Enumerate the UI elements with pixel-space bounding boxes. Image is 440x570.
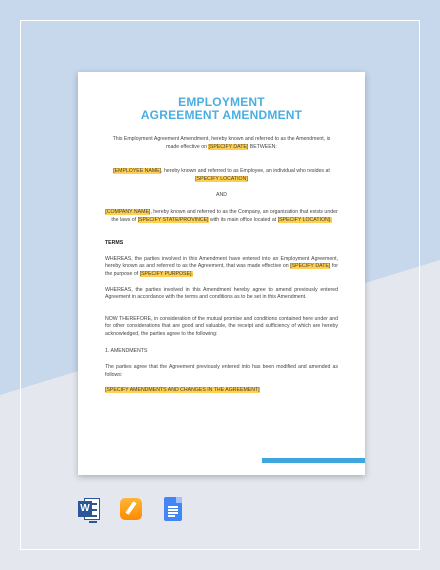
employee-paragraph: [EMPLOYEE NAME], hereby known and referred to as Employee, an individual who resides at [SPECIFY LOCATION] <box>113 168 330 182</box>
word-badge-label: W <box>78 501 92 517</box>
title-line-1: EMPLOYMENT <box>178 95 265 109</box>
now-therefore-paragraph: NOW THEREFORE, in consideration of the mutual promise and conditions contained here under and for other considerations that are good and valuable, the receipt and sufficiency of which are hereby acknowledged, the parties agree to the following: <box>105 315 338 337</box>
section-1-text: The parties agree that the Agreement previously entered into has been modified and amended as follows: <box>105 364 338 378</box>
footer-accent-bar <box>262 458 365 463</box>
placeholder-state: [SPECIFY STATE/PROVINCE] <box>137 216 209 223</box>
document-title <box>105 96 338 122</box>
document-preview <box>78 72 365 475</box>
whereas-paragraph-1: WHEREAS, the parties involved in this Amendment have entered into an Employment Agreement, hereby known as and referred to as the Agreement, that was made effective on [SPECIFY DATE] for the purpose of [SPECIFY PURPOSE]. <box>105 255 338 277</box>
placeholder-date: [SPECIFY DATE] <box>208 143 249 150</box>
placeholder-company-name: [COMPANY NAME] <box>105 208 151 215</box>
word-icon[interactable] <box>78 497 100 521</box>
placeholder-location: [SPECIFY LOCATION] <box>195 175 248 182</box>
placeholder-date-2: [SPECIFY DATE] <box>290 263 331 270</box>
title-line-2: AGREEMENT AMENDMENT <box>140 108 303 122</box>
google-docs-icon[interactable] <box>162 497 184 521</box>
placeholder-purpose: [SPECIFY PURPOSE]. <box>139 270 193 277</box>
section-1-heading: 1. AMENDMENTS <box>105 347 148 354</box>
terms-heading: TERMS <box>105 240 124 247</box>
section-1-placeholder-line <box>105 387 338 395</box>
whereas-paragraph-2: WHEREAS, the parties involved in this Amendment hereby agree to amend previously entered Agreement in accordance with the terms and conditions as to be set in this Amendment. <box>105 286 338 301</box>
placeholder-employee-name: [EMPLOYEE NAME] <box>113 168 162 175</box>
format-icons <box>78 497 204 521</box>
and-text: AND <box>216 192 227 199</box>
placeholder-company-location: [SPECIFY LOCATION]. <box>277 216 332 223</box>
pages-icon[interactable] <box>120 497 142 521</box>
intro-paragraph: This Employment Agreement Amendment, hereby known and referred to as the Amendment, is made effective on [SPECIFY DATE] BETWEEN: <box>112 136 331 150</box>
placeholder-amendments: [SPECIFY AMENDMENTS AND CHANGES IN THE AGREEMENT] <box>105 387 260 394</box>
company-paragraph: [COMPANY NAME], hereby known and referred to as the Company, an organization that exists under the laws of [SPECIFY STATE/PROVINCE] with its main office located at [SPECIFY LOCATION]. <box>105 208 338 223</box>
